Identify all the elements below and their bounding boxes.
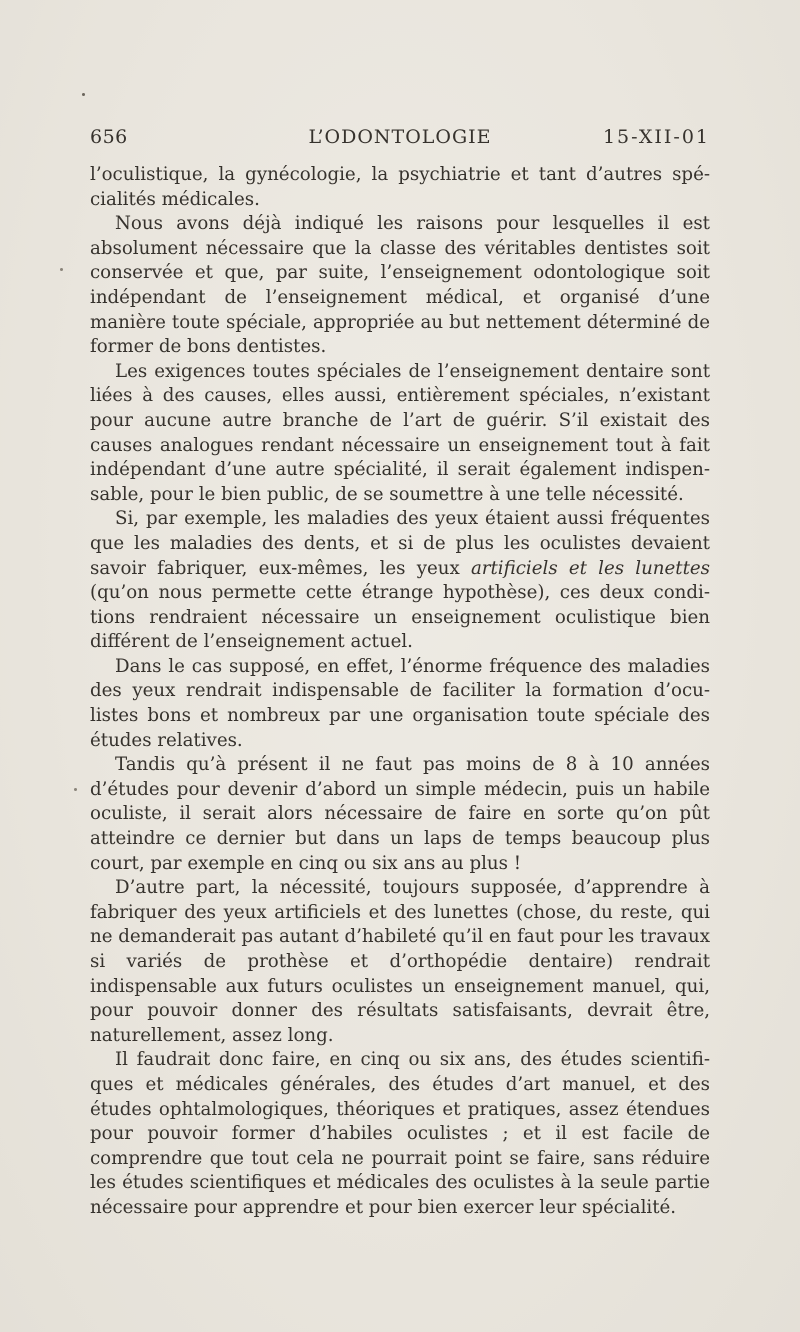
text-run: Les exigences toutes spéciales de l’enseignement dentaire sont liées à des causes, elles aussi, entièrement spéciales, n’existant pour aucune autre branche de l’art de guérir. S’il existait des causes analogues rendant nécessaire un enseignement tout à fait indépendant d’une autre spécialité, il serait également indispensable, pour le bien public, de se soumettre à une telle nécessité. (90, 360, 710, 505)
text-run: Si, par exemple, les maladies des yeux étaient aussi fréquentes que les maladies des dents, et si de plus les oculistes devaient savoir fabriquer, eux-mêmes, les yeux (90, 508, 710, 579)
italic-text: artificiels et les lunettes (470, 557, 710, 579)
running-header (90, 126, 710, 156)
ink-speck (82, 93, 85, 96)
paragraph (90, 163, 710, 212)
body-text (90, 163, 710, 1221)
text-run: (qu’on nous permette cette étrange hypothèse), ces deux conditions rendraient nécessaire un enseignement oculistique bien différent de l’enseignement actuel. (90, 582, 710, 653)
paragraph (90, 1048, 710, 1220)
margin-mark (74, 788, 77, 791)
paragraph (90, 655, 710, 753)
paragraph (90, 360, 710, 508)
paragraph (90, 876, 710, 1048)
text-run: Nous avons déjà indiqué les raisons pour lesquelles il est absolument nécessaire que la classe des véritables dentistes soit conservée et que, par suite, l’enseignement odontologique soit indépendant de l’enseignement médical, et organisé d’une manière toute spéciale, appropriée au but nettement déterminé de former de bons dentistes. (90, 213, 710, 358)
page-number: 656 (90, 126, 128, 148)
paragraph (90, 212, 710, 360)
paragraph (90, 507, 710, 655)
text-run: D’autre part, la nécessité, toujours supposée, d’apprendre à fabriquer des yeux artificiels et des lunettes (chose, du reste, qui ne demanderait pas autant d’habileté qu’il en faut pour les travaux si variés de prothèse et d’orthopédie dentaire) rendrait indispensable aux futurs oculistes un enseignement manuel, qui, pour pouvoir donner des résultats satisfaisants, devrait être, naturellement, assez long. (90, 877, 710, 1046)
paragraph (90, 753, 710, 876)
text-run: Dans le cas supposé, en effet, l’énorme fréquence des maladies des yeux rendrait indispensable de faciliter la formation d’oculistes bons et nombreux par une organisation toute spéciale des études relatives. (90, 655, 710, 751)
issue-date: 15-XII-01 (602, 126, 710, 148)
text-run: Il faudrait donc faire, en cinq ou six ans, des études scientifiques et médicales générales, des études d’art manuel, et des études ophtalmologiques, théoriques et pratiques, assez étendues pour pouvoir former d’habiles oculistes ; et il est facile de comprendre que tout cela ne pourrait point se faire, sans réduire les études scientifiques et médicales des oculistes à la seule partie nécessaire pour apprendre et pour bien exercer leur spécialité. (90, 1049, 710, 1218)
margin-mark (60, 268, 63, 271)
running-title: L’ODONTOLOGIE (308, 126, 492, 148)
text-run: l’oculistique, la gynécologie, la psychiatrie et tant d’autres spécialités médicales. (90, 164, 710, 210)
text-run: Tandis qu’à présent il ne faut pas moins de 8 à 10 années d’études pour devenir d’abord un simple médecin, puis un habile oculiste, il serait alors nécessaire de faire en sorte qu’on pût atteindre ce dernier but dans un laps de temps beaucoup plus court, par exemple en cinq ou six ans au plus ! (90, 754, 710, 874)
